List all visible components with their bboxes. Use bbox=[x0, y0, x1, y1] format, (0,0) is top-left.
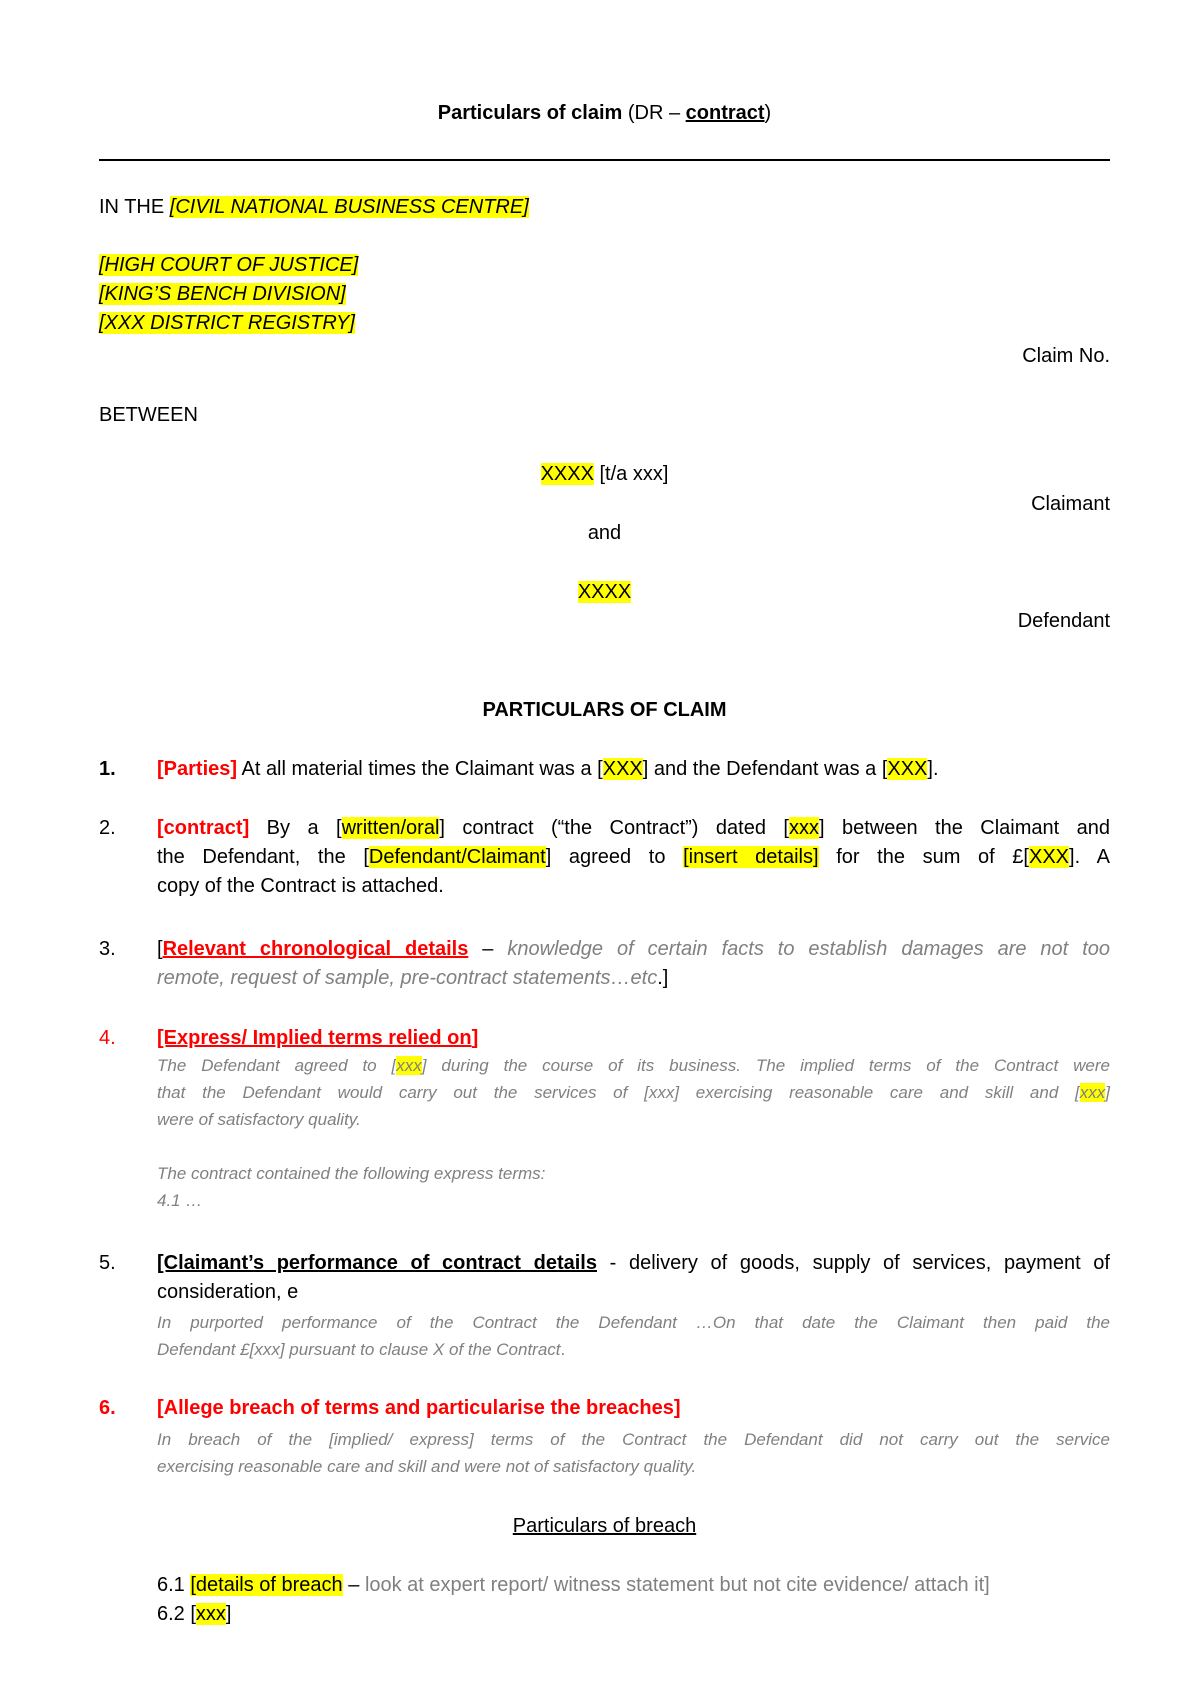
para-2-text-5: ] agreed to bbox=[545, 846, 684, 868]
breach-item-1-number: 6.1 bbox=[157, 1574, 191, 1596]
para-5-guidance-1: In purported performance of the Contract the Defendant …On that date the Claimant then paid the bbox=[157, 1313, 1110, 1332]
para-2-line-1 bbox=[157, 814, 1110, 843]
para-6-guidance-1: In breach of the [implied/ express] terms of the Contract the Defendant did not carry out the service bbox=[157, 1430, 1110, 1449]
title-open: (DR – bbox=[622, 102, 686, 124]
para-5-line-1 bbox=[157, 1249, 1110, 1278]
para-4-number: 4. bbox=[99, 1027, 116, 1049]
para-5 bbox=[157, 1249, 1110, 1307]
para-4-body bbox=[157, 1052, 1110, 1214]
para-4-text-1: The Defendant agreed to [ bbox=[157, 1056, 397, 1075]
para-1-placeholder-2: XXX bbox=[887, 758, 928, 780]
para-4-text-4: ] bbox=[1105, 1083, 1110, 1102]
breach-item-2-placeholder: xxx bbox=[195, 1603, 226, 1625]
court-high bbox=[99, 251, 1110, 280]
para-2 bbox=[157, 814, 1110, 901]
para-2-text-3: ] between the Claimant and bbox=[818, 817, 1110, 839]
para-4-text-3: that the Defendant would carry out the services of [xxx] exercising reasonable care and skill and [ bbox=[157, 1083, 1080, 1102]
para-5-guidance bbox=[157, 1309, 1110, 1363]
section-heading: PARTICULARS OF CLAIM bbox=[482, 699, 727, 721]
para-5-guidance-line-2 bbox=[157, 1336, 1110, 1363]
para-1-tag: [Parties] bbox=[157, 758, 238, 780]
para-4-heading bbox=[157, 1024, 1110, 1053]
para-5-tag: [Claimant’s performance of contract details bbox=[157, 1252, 597, 1274]
para-4-line-5: 4.1 … bbox=[157, 1191, 203, 1210]
para-3 bbox=[157, 935, 1110, 993]
para-4-line-1 bbox=[157, 1052, 1110, 1079]
para-3-number: 3. bbox=[99, 938, 116, 960]
para-2-placeholder-4: [insert details] bbox=[683, 846, 819, 868]
breach-heading: Particulars of breach bbox=[512, 1515, 697, 1537]
para-2-line-2 bbox=[157, 843, 1110, 872]
document-title bbox=[99, 99, 1110, 128]
para-1-text-1: At all material times the Claimant was a bbox=[237, 758, 598, 780]
para-4-line-4: The contract contained the following express terms: bbox=[157, 1164, 546, 1183]
para-2-number: 2. bbox=[99, 817, 116, 839]
breach-item-1 bbox=[157, 1571, 1110, 1600]
para-5-guidance-end: . bbox=[560, 1340, 566, 1359]
para-2-text-7: ]. A bbox=[1069, 846, 1111, 868]
court-division bbox=[99, 280, 1110, 309]
para-3-line-1 bbox=[157, 935, 1110, 964]
defendant-placeholder: XXXX bbox=[577, 581, 632, 603]
para-6-body bbox=[157, 1426, 1110, 1480]
para-5-text-1: - delivery of goods, supply of services, payment of bbox=[596, 1252, 1110, 1274]
claimant-trading: [t/a xxx] bbox=[593, 463, 669, 485]
para-2-placeholder-3: Defendant/Claimant bbox=[368, 846, 546, 868]
breach-item-2-close: ] bbox=[225, 1603, 232, 1625]
para-3-close: .] bbox=[657, 967, 669, 989]
breach-item-2 bbox=[157, 1600, 1110, 1629]
para-5-guidance-2: Defendant £[xxx] pursuant to clause X of the Contract bbox=[157, 1340, 561, 1359]
para-5-number: 5. bbox=[99, 1252, 116, 1274]
claimant-name bbox=[99, 460, 1110, 489]
para-6-heading: [Allege breach of terms and particularise the breaches] bbox=[157, 1397, 681, 1419]
para-3-open: [ bbox=[157, 938, 163, 960]
para-3-guidance-2: remote, request of sample, pre-contract statements…etc bbox=[157, 967, 658, 989]
registry: [XXX DISTRICT REGISTRY] bbox=[99, 312, 355, 334]
para-1-text-3: ]. bbox=[927, 758, 939, 780]
para-3-tag: Relevant chronological details bbox=[162, 938, 469, 960]
para-5-text-2: consideration, e bbox=[157, 1281, 299, 1303]
title-bold: Particulars of claim bbox=[437, 102, 623, 124]
para-2-text-4: the Defendant, the [ bbox=[157, 846, 369, 868]
title-divider bbox=[99, 159, 1110, 161]
defendant-role: Defendant bbox=[1017, 610, 1110, 632]
division: [KING’S BENCH DIVISION] bbox=[99, 283, 346, 305]
para-2-placeholder-5: XXX bbox=[1029, 846, 1070, 868]
court-prefix: IN THE bbox=[99, 196, 170, 218]
para-4-text-2: ] during the course of its business. The implied terms of the Contract were bbox=[421, 1056, 1110, 1075]
para-1-bracket: [ bbox=[597, 758, 603, 780]
para-2-text-6: for the sum of £[ bbox=[818, 846, 1029, 868]
defendant-name bbox=[99, 578, 1110, 607]
para-4-tag: [Express/ Implied terms relied on bbox=[157, 1027, 472, 1049]
breach-item-1-dash: – bbox=[342, 1574, 365, 1596]
para-2-line-3: copy of the Contract is attached. bbox=[157, 875, 444, 897]
para-6-number: 6. bbox=[99, 1397, 116, 1419]
para-1-text-2: ] and the Defendant was a [ bbox=[642, 758, 888, 780]
claim-number: Claim No. bbox=[1022, 345, 1110, 367]
title-contract: contract bbox=[685, 102, 765, 124]
para-2-placeholder-2: xxx bbox=[788, 817, 819, 839]
para-6-guidance-2: exercising reasonable care and skill and were not of satisfactory quality. bbox=[157, 1457, 697, 1476]
title-close: ) bbox=[764, 102, 772, 124]
para-4-line-2 bbox=[157, 1079, 1110, 1106]
claimant-placeholder: XXXX bbox=[540, 463, 594, 485]
breach-item-2-number: 6.2 [ bbox=[157, 1603, 196, 1625]
para-1-number: 1. bbox=[99, 758, 116, 780]
breach-item-1-guidance: look at expert report/ witness statement but not cite evidence/ attach it] bbox=[364, 1574, 990, 1596]
para-3-dash: – bbox=[468, 938, 508, 960]
para-2-tag: [contract] bbox=[157, 817, 250, 839]
court-line bbox=[99, 193, 1110, 222]
para-4-line-3: were of satisfactory quality. bbox=[157, 1110, 361, 1129]
para-4-tag-close: ] bbox=[471, 1027, 479, 1049]
between-label: BETWEEN bbox=[99, 404, 198, 426]
high-court: [HIGH COURT OF JUSTICE] bbox=[99, 254, 359, 276]
para-2-text-1: By a [ bbox=[249, 817, 342, 839]
court-registry bbox=[99, 309, 1110, 338]
para-4-placeholder-1: xxx bbox=[396, 1056, 422, 1075]
para-1-placeholder-1: XXX bbox=[602, 758, 643, 780]
and-label: and bbox=[587, 522, 622, 544]
para-2-text-2: ] contract (“the Contract”) dated [ bbox=[439, 817, 789, 839]
court-centre: [CIVIL NATIONAL BUSINESS CENTRE] bbox=[169, 196, 529, 218]
para-4-placeholder-2: xxx bbox=[1079, 1083, 1106, 1102]
para-1 bbox=[157, 755, 1110, 784]
claimant-role: Claimant bbox=[1031, 493, 1110, 515]
para-3-line-2 bbox=[157, 964, 1110, 993]
para-3-guidance-1: knowledge of certain facts to establish damages are not too bbox=[507, 938, 1110, 960]
para-2-placeholder-1: written/oral bbox=[341, 817, 440, 839]
breach-item-1-placeholder: [details of breach bbox=[190, 1574, 343, 1596]
